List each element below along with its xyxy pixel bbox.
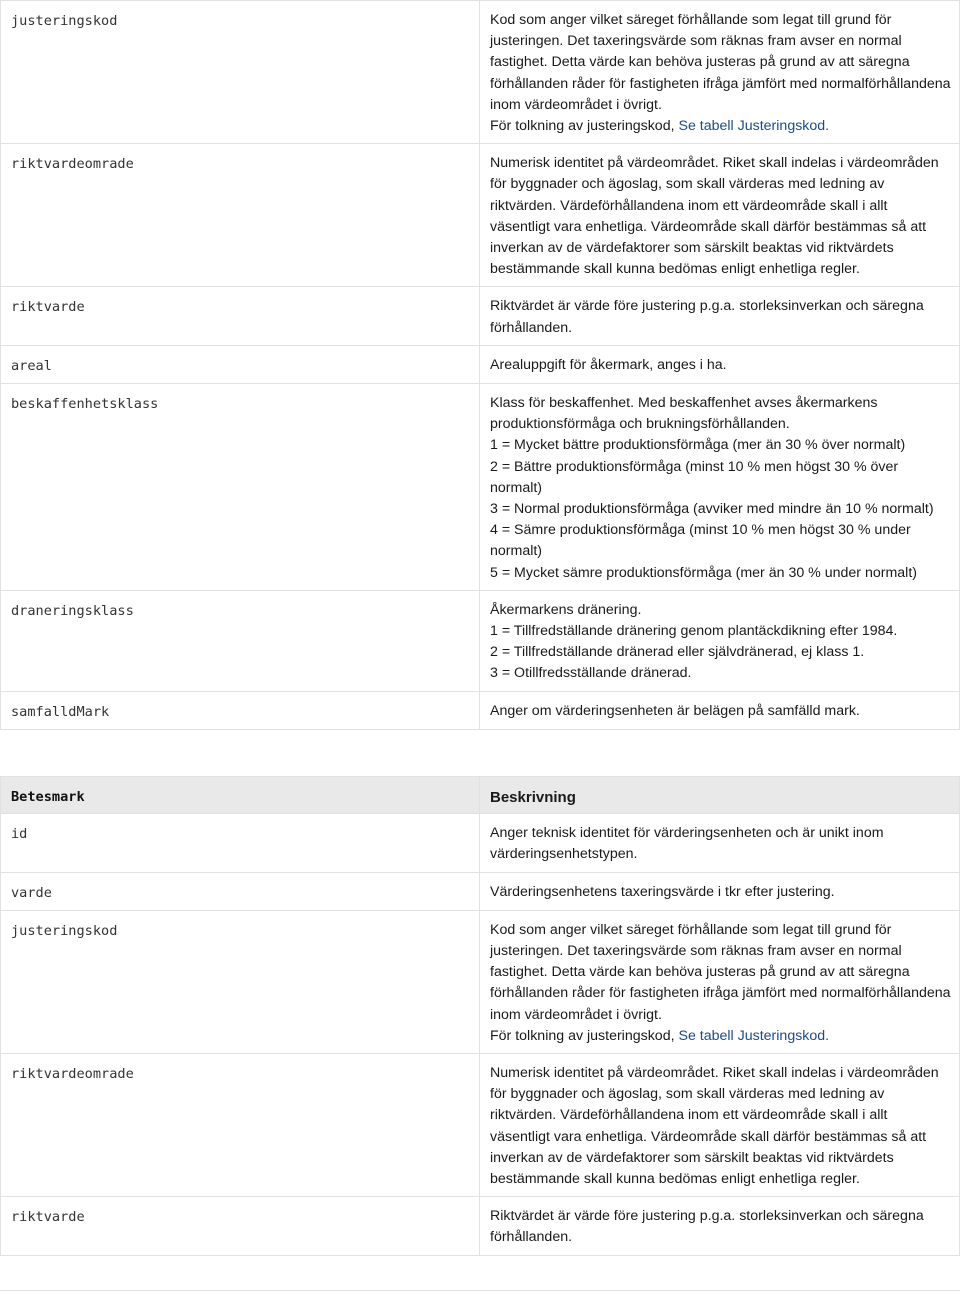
justeringskod-table-link[interactable]: Se tabell Justeringskod. [678, 1027, 830, 1044]
betesmark-table [0, 776, 960, 1256]
attribute-name: riktvarde [1, 1197, 480, 1255]
link-prefix: För tolkning av justeringskod, [490, 118, 679, 135]
attribute-name: draneringsklass [1, 590, 480, 691]
attribute-name: riktvardeomrade [1, 1054, 480, 1197]
attribute-description [480, 1, 960, 144]
table-row [1, 287, 960, 345]
description-text: Arealuppgift för åkermark, anges i ha. [490, 356, 727, 373]
attribute-description [480, 814, 960, 872]
table-row [1, 590, 960, 691]
table-header-description: Beskrivning [480, 777, 960, 814]
attribute-description [480, 590, 960, 691]
attribute-name: samfalldMark [1, 691, 480, 729]
attribute-name: beskaffenhetsklass [1, 384, 480, 591]
description-text: Kod som anger vilket säreget förhållande som legat till grund för justeringen. Det taxeringsvärde som räknas fram avser en normal fastighet. Detta värde kan behöva justeras på grund av att säregna förhållanden råder för fastigheten ifråga jämfört med normalförhållandena inom värdeområdet i övrigt. [490, 921, 951, 1023]
attribute-name: riktvarde [1, 287, 480, 345]
description-text: Kod som anger vilket säreget förhållande som legat till grund för justeringen. Det taxeringsvärde som räknas fram avser en normal fastighet. Detta värde kan behöva justeras på grund av att säregna förhållanden råder för fastigheten ifråga jämfört med normalförhållandena inom värdeområdet i övrigt. [490, 12, 951, 113]
table-row [1, 1, 960, 144]
table-row [1, 345, 960, 383]
attribute-description [480, 910, 960, 1053]
description-text: Anger teknisk identitet för värderingsenheten och är unikt inom värderingsenhetstypen. [490, 825, 884, 863]
description-text: Riktvärdet är värde före justering p.g.a. storleksinverkan och säregna förhållanden. [490, 1208, 924, 1246]
class-option: 1 = Mycket bättre produktionsförmåga (mer än 30 % över normalt) [490, 437, 906, 454]
description-text: Numerisk identitet på värdeområdet. Riket skall indelas i värdeområden för byggnader och ägoslag, som skall värderas med ledning av riktvärden. Värdeförhållandena inom ett värdeområde skall i allt väsentligt vara enhetliga. Värdeområde skall därför bestämmas så att inverkan av de värdefaktorer som särskilt beaktas vid riktvärdets bestämmande skall kunna bedömas enligt enhetliga regler. [490, 1065, 939, 1188]
attribute-name: riktvardeomrade [1, 144, 480, 287]
attribute-description [480, 1054, 960, 1197]
description-text: Värderingsenhetens taxeringsvärde i tkr efter justering. [490, 883, 835, 900]
table-row [1, 872, 960, 910]
attribute-name: justeringskod [1, 910, 480, 1053]
class-option: 4 = Sämre produktionsförmåga (minst 10 % men högst 30 % under normalt) [490, 522, 911, 560]
link-prefix: För tolkning av justeringskod, [490, 1027, 679, 1044]
attribute-description [480, 691, 960, 729]
attribute-description [480, 1197, 960, 1255]
table-row [1, 1197, 960, 1255]
table-header-name: Betesmark [1, 777, 480, 814]
class-option: 3 = Normal produktionsförmåga (avviker med mindre än 10 % normalt) [490, 501, 934, 518]
table-row [1, 384, 960, 591]
description-text: Klass för beskaffenhet. Med beskaffenhet avses åkermarkens produktionsförmåga och brukningsförhållanden. [490, 395, 878, 433]
attribute-description [480, 287, 960, 345]
description-link-line [490, 116, 951, 137]
attribute-description [480, 345, 960, 383]
attribute-name: areal [1, 345, 480, 383]
class-option: 2 = Bättre produktionsförmåga (minst 10 % men högst 30 % över normalt) [490, 458, 899, 496]
attribute-name: justeringskod [1, 1, 480, 144]
page-bottom-divider [0, 1290, 960, 1291]
description-text: Åkermarkens dränering. [490, 601, 642, 618]
table-row [1, 691, 960, 729]
attribute-description [480, 872, 960, 910]
class-option: 3 = Otillfredsställande dränerad. [490, 665, 692, 682]
description-text: Anger om värderingsenheten är belägen på samfälld mark. [490, 702, 860, 719]
attribute-name: varde [1, 872, 480, 910]
table-row [1, 144, 960, 287]
class-option: 5 = Mycket sämre produktionsförmåga (mer än 30 % under normalt) [490, 564, 917, 581]
description-link-line [490, 1026, 951, 1047]
attribute-name: id [1, 814, 480, 872]
class-option: 1 = Tillfredställande dränering genom plantäckdikning efter 1984. [490, 623, 898, 640]
table-header-row [1, 777, 960, 814]
description-text: Numerisk identitet på värdeområdet. Riket skall indelas i värdeområden för byggnader och ägoslag, som skall värderas med ledning av riktvärden. Värdeförhållandena inom ett värdeområde skall i allt väsentligt vara enhetliga. Värdeområde skall därför bestämmas så att inverkan av de värdefaktorer som särskilt beaktas vid riktvärdets bestämmande skall kunna bedömas enligt enhetliga regler. [490, 155, 939, 278]
justeringskod-table-link[interactable]: Se tabell Justeringskod. [678, 118, 830, 135]
table-row [1, 814, 960, 872]
table-row [1, 910, 960, 1053]
description-text: Riktvärdet är värde före justering p.g.a. storleksinverkan och säregna förhållanden. [490, 298, 924, 336]
attribute-description [480, 384, 960, 591]
class-option: 2 = Tillfredställande dränerad eller självdränerad, ej klass 1. [490, 644, 865, 661]
table-row [1, 1054, 960, 1197]
attribute-description [480, 144, 960, 287]
